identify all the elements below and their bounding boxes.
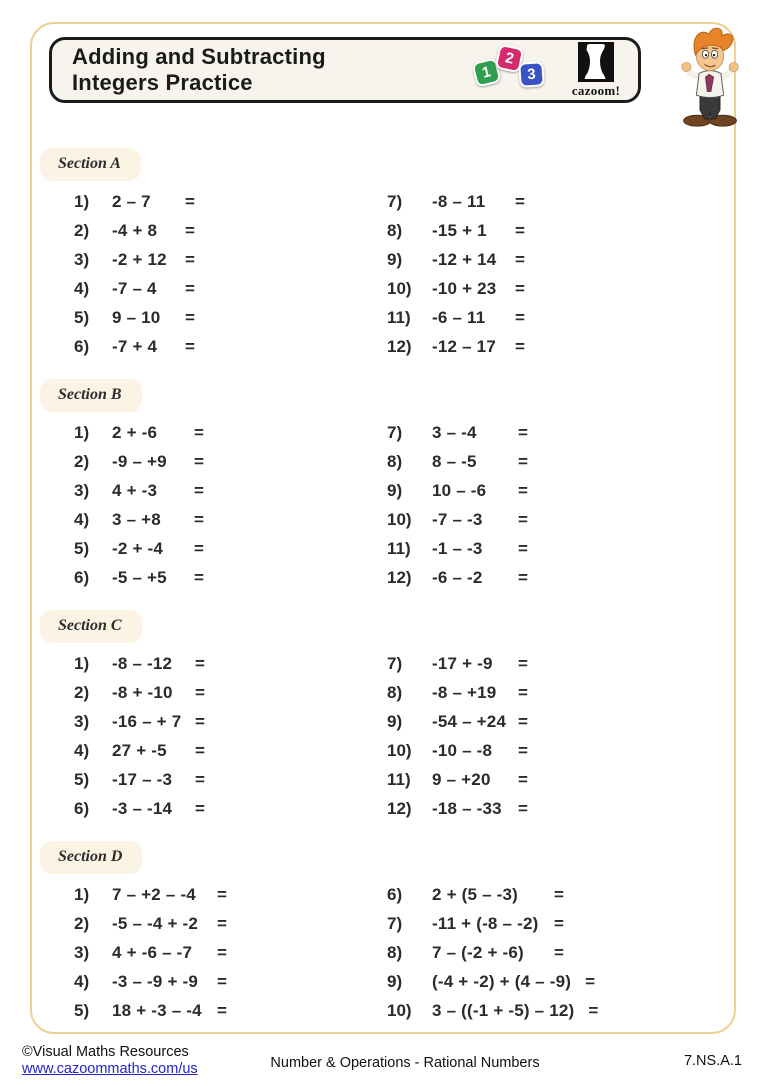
- problem-number: 9): [387, 971, 403, 991]
- answer-blank: [525, 245, 734, 274]
- problem-expression: -3 – -9 + -9: [112, 971, 199, 991]
- answer-blank: [528, 534, 734, 563]
- problem-expression: 9 – +20: [432, 769, 491, 789]
- title-line-2: Integers Practice: [72, 70, 253, 95]
- problem-row: [74, 996, 387, 1025]
- problem-number: 5): [74, 1000, 90, 1020]
- problem-row: [74, 563, 387, 592]
- problem-number: 1): [74, 884, 90, 904]
- answer-blank: [528, 736, 734, 765]
- answer-blank: [528, 447, 734, 476]
- problem-expression: 10 – -6: [432, 480, 487, 500]
- sections-container: [32, 124, 734, 1025]
- footer-attribution: [22, 1044, 198, 1077]
- problem-row: [387, 736, 734, 765]
- equals-sign: =: [518, 451, 528, 471]
- problem-row: [74, 245, 387, 274]
- problem-expression: -2 + -4: [112, 538, 164, 558]
- problem-expression: 27 + -5: [112, 740, 167, 760]
- problem-row: [387, 303, 734, 332]
- answer-blank: [528, 418, 734, 447]
- problem-expression: -6 – -2: [432, 567, 483, 587]
- footer: [0, 1042, 768, 1086]
- equals-sign: =: [554, 942, 564, 962]
- problem-expression: -4 + 8: [112, 220, 158, 240]
- equals-sign: =: [518, 538, 528, 558]
- problem-expression: 7 – +2 – -4: [112, 884, 196, 904]
- problem-row: [387, 476, 734, 505]
- section-label-d: Section D: [40, 841, 142, 874]
- problem-row: [74, 505, 387, 534]
- equals-sign: =: [217, 1000, 227, 1020]
- problem-row: [74, 187, 387, 216]
- problem-row: [387, 563, 734, 592]
- answer-blank: [205, 678, 387, 707]
- problem-number: 9): [387, 711, 403, 731]
- equals-sign: =: [515, 191, 525, 211]
- equals-sign: =: [194, 538, 204, 558]
- problem-row: [387, 649, 734, 678]
- mascot-character: [662, 26, 758, 128]
- problem-number: 1): [74, 191, 90, 211]
- problem-row: [74, 534, 387, 563]
- answer-blank: [525, 274, 734, 303]
- equals-sign: =: [554, 913, 564, 933]
- problem-row: [74, 938, 387, 967]
- problem-expression: -18 – -33: [432, 798, 502, 818]
- equals-sign: =: [185, 249, 195, 269]
- equals-sign: =: [518, 509, 528, 529]
- problem-expression: -9 – +9: [112, 451, 167, 471]
- problem-number: 3): [74, 249, 90, 269]
- problem-expression: -17 – -3: [112, 769, 173, 789]
- number-tile-3-icon: 3: [518, 61, 545, 88]
- equals-sign: =: [518, 711, 528, 731]
- problem-expression: -16 – + 7: [112, 711, 182, 731]
- answer-blank: [528, 649, 734, 678]
- problem-row: [74, 736, 387, 765]
- problem-expression: -11 + (-8 – -2): [432, 913, 539, 933]
- answer-blank: [195, 187, 387, 216]
- answer-blank: [195, 332, 387, 361]
- problem-expression: -2 + 12: [112, 249, 167, 269]
- problem-number: 8): [387, 942, 403, 962]
- equals-sign: =: [194, 567, 204, 587]
- answer-blank: [204, 476, 387, 505]
- problem-number: 3): [74, 942, 90, 962]
- answer-blank: [525, 187, 734, 216]
- section-a: [32, 148, 734, 361]
- problem-row: [74, 909, 387, 938]
- equals-sign: =: [518, 798, 528, 818]
- problem-expression: -7 – -3: [432, 509, 483, 529]
- answer-blank: [595, 967, 734, 996]
- problem-expression: -5 – -4 + -2: [112, 913, 199, 933]
- answer-blank: [205, 765, 387, 794]
- problem-expression: -8 – -12: [112, 653, 173, 673]
- problem-expression: -15 + 1: [432, 220, 487, 240]
- problem-number: 6): [387, 884, 403, 904]
- problem-number: 10): [387, 509, 412, 529]
- answer-blank: [205, 794, 387, 823]
- equals-sign: =: [194, 480, 204, 500]
- problem-number: 4): [74, 740, 90, 760]
- problem-number: 11): [387, 769, 411, 789]
- equals-sign: =: [194, 422, 204, 442]
- equals-sign: =: [554, 884, 564, 904]
- equals-sign: =: [195, 798, 205, 818]
- problem-expression: -10 + 23: [432, 278, 497, 298]
- answer-blank: [204, 534, 387, 563]
- section-d: [32, 841, 734, 1025]
- problem-number: 1): [74, 653, 90, 673]
- problem-row: [74, 447, 387, 476]
- problem-expression: -1 – -3: [432, 538, 483, 558]
- equals-sign: =: [518, 567, 528, 587]
- answer-blank: [227, 996, 387, 1025]
- problem-expression: 2 + (5 – -3): [432, 884, 519, 904]
- problem-expression: -12 – 17: [432, 336, 496, 356]
- answer-blank: [205, 649, 387, 678]
- section-label-c: Section C: [40, 610, 142, 643]
- equals-sign: =: [518, 682, 528, 702]
- problem-number: 2): [74, 682, 90, 702]
- equals-sign: =: [185, 336, 195, 356]
- cazoom-wordmark: cazoom!: [571, 82, 621, 98]
- problem-row: [74, 332, 387, 361]
- equals-sign: =: [515, 220, 525, 240]
- problem-number: 6): [74, 336, 90, 356]
- problem-row: [74, 216, 387, 245]
- title-box: [49, 37, 641, 103]
- problem-expression: -6 – 11: [432, 307, 486, 327]
- problem-expression: -10 – -8: [432, 740, 493, 760]
- section-label-b: Section B: [40, 379, 142, 412]
- equals-sign: =: [585, 971, 596, 991]
- equals-sign: =: [195, 740, 205, 760]
- title-line-1: Adding and Subtracting: [72, 44, 326, 70]
- section-b: [32, 379, 734, 592]
- equals-sign: =: [185, 278, 195, 298]
- answer-blank: [528, 794, 734, 823]
- problem-expression: 3 – ((-1 + -5) – 12): [432, 1000, 575, 1020]
- problem-number: 2): [74, 220, 90, 240]
- problem-number: 11): [387, 538, 411, 558]
- equals-sign: =: [518, 480, 528, 500]
- problem-number: 5): [74, 769, 90, 789]
- answer-blank: [525, 216, 734, 245]
- answer-blank: [204, 505, 387, 534]
- problem-row: [387, 332, 734, 361]
- problem-row: [387, 880, 734, 909]
- problem-number: 4): [74, 971, 90, 991]
- problem-expression: 4 + -6 – -7: [112, 942, 193, 962]
- problem-expression: 8 – -5: [432, 451, 477, 471]
- answer-blank: [204, 563, 387, 592]
- problem-row: [387, 996, 734, 1025]
- problem-number: 2): [74, 451, 90, 471]
- answer-blank: [528, 707, 734, 736]
- answer-blank: [528, 678, 734, 707]
- problem-row: [74, 707, 387, 736]
- answer-blank: [204, 418, 387, 447]
- equals-sign: =: [588, 1000, 599, 1020]
- problem-expression: 2 + -6: [112, 422, 158, 442]
- answer-blank: [195, 245, 387, 274]
- equals-sign: =: [518, 769, 528, 789]
- problem-row: [74, 880, 387, 909]
- problem-row: [387, 505, 734, 534]
- equals-sign: =: [194, 509, 204, 529]
- problem-number: 1): [74, 422, 90, 442]
- problem-row: [387, 765, 734, 794]
- problem-number: 3): [74, 480, 90, 500]
- worksheet-frame: [30, 22, 736, 1034]
- problem-number: 10): [387, 1000, 412, 1020]
- problem-row: [387, 909, 734, 938]
- problem-row: [74, 678, 387, 707]
- number-tile-1-icon: 1: [471, 57, 501, 87]
- problem-row: [74, 649, 387, 678]
- problem-row: [387, 938, 734, 967]
- problem-expression: 9 – 10: [112, 307, 161, 327]
- problem-row: [387, 216, 734, 245]
- footer-topic: Number & Operations - Rational Numbers: [270, 1055, 540, 1071]
- answer-blank: [205, 736, 387, 765]
- problem-number: 8): [387, 220, 403, 240]
- section-label-a: Section A: [40, 148, 141, 181]
- answer-blank: [227, 967, 387, 996]
- answer-blank: [195, 216, 387, 245]
- problem-row: [387, 274, 734, 303]
- answer-blank: [205, 707, 387, 736]
- problem-expression: -3 – -14: [112, 798, 173, 818]
- answer-blank: [564, 880, 734, 909]
- answer-blank: [528, 505, 734, 534]
- answer-blank: [195, 303, 387, 332]
- problem-expression: -7 – 4: [112, 278, 157, 298]
- answer-blank: [195, 274, 387, 303]
- problem-number: 4): [74, 509, 90, 529]
- numbers-123-logo: [474, 44, 548, 96]
- problem-expression: 3 – +8: [112, 509, 161, 529]
- problem-row: [387, 418, 734, 447]
- problem-number: 12): [387, 336, 412, 356]
- problem-number: 2): [74, 913, 90, 933]
- equals-sign: =: [518, 740, 528, 760]
- problem-row: [387, 794, 734, 823]
- problem-number: 3): [74, 711, 90, 731]
- equals-sign: =: [217, 942, 227, 962]
- equals-sign: =: [195, 682, 205, 702]
- answer-blank: [528, 476, 734, 505]
- problem-expression: (-4 + -2) + (4 – -9): [432, 971, 572, 991]
- problem-number: 8): [387, 451, 403, 471]
- problem-expression: -17 + -9: [432, 653, 493, 673]
- problem-number: 5): [74, 538, 90, 558]
- answer-blank: [227, 909, 387, 938]
- problem-row: [74, 967, 387, 996]
- cazoom-logo: [570, 42, 622, 99]
- problem-number: 11): [387, 307, 411, 327]
- answer-blank: [227, 880, 387, 909]
- problem-expression: 2 – 7: [112, 191, 151, 211]
- problem-row: [387, 678, 734, 707]
- equals-sign: =: [195, 653, 205, 673]
- problem-expression: 4 + -3: [112, 480, 158, 500]
- answer-blank: [528, 563, 734, 592]
- problem-row: [74, 476, 387, 505]
- copyright-text: ©Visual Maths Resources: [22, 1044, 189, 1060]
- problem-expression: -8 – 11: [432, 191, 486, 211]
- problem-expression: -8 – +19: [432, 682, 497, 702]
- problem-row: [387, 707, 734, 736]
- problem-expression: -54 – +24: [432, 711, 507, 731]
- problem-row: [74, 303, 387, 332]
- section-c: [32, 610, 734, 823]
- equals-sign: =: [515, 278, 525, 298]
- answer-blank: [204, 447, 387, 476]
- problem-number: 10): [387, 740, 412, 760]
- cazoom-goblet-icon: [578, 42, 614, 82]
- problem-row: [387, 187, 734, 216]
- problem-row: [387, 447, 734, 476]
- problem-number: 12): [387, 798, 412, 818]
- problem-number: 12): [387, 567, 412, 587]
- answer-blank: [598, 996, 734, 1025]
- problem-expression: -7 + 4: [112, 336, 158, 356]
- problem-number: 6): [74, 567, 90, 587]
- equals-sign: =: [195, 711, 205, 731]
- problem-number: 7): [387, 913, 403, 933]
- problem-expression: 18 + -3 – -4: [112, 1000, 202, 1020]
- answer-blank: [227, 938, 387, 967]
- problem-row: [387, 967, 734, 996]
- problem-expression: -5 – +5: [112, 567, 167, 587]
- problem-number: 7): [387, 653, 403, 673]
- problem-row: [74, 765, 387, 794]
- answer-blank: [528, 765, 734, 794]
- standard-code: 7.NS.A.1: [683, 1053, 742, 1069]
- problem-expression: -8 + -10: [112, 682, 173, 702]
- equals-sign: =: [518, 653, 528, 673]
- problem-number: 7): [387, 422, 403, 442]
- problem-row: [387, 245, 734, 274]
- problem-row: [74, 794, 387, 823]
- problem-number: 10): [387, 278, 412, 298]
- equals-sign: =: [515, 307, 525, 327]
- equals-sign: =: [518, 422, 528, 442]
- problem-row: [74, 274, 387, 303]
- number-tile-2-icon: 2: [495, 44, 525, 74]
- problem-number: 4): [74, 278, 90, 298]
- problem-number: 6): [74, 798, 90, 818]
- equals-sign: =: [185, 220, 195, 240]
- answer-blank: [525, 303, 734, 332]
- problem-number: 9): [387, 480, 403, 500]
- equals-sign: =: [217, 913, 227, 933]
- problem-number: 9): [387, 249, 403, 269]
- equals-sign: =: [195, 769, 205, 789]
- equals-sign: =: [185, 307, 195, 327]
- cazoom-url-link[interactable]: www.cazoommaths.com/us: [22, 1060, 198, 1077]
- equals-sign: =: [515, 336, 525, 356]
- problem-expression: -12 + 14: [432, 249, 497, 269]
- equals-sign: =: [217, 971, 227, 991]
- equals-sign: =: [185, 191, 195, 211]
- equals-sign: =: [194, 451, 204, 471]
- problem-number: 8): [387, 682, 403, 702]
- equals-sign: =: [217, 884, 227, 904]
- answer-blank: [564, 909, 734, 938]
- problem-number: 5): [74, 307, 90, 327]
- problem-expression: 7 – (-2 + -6): [432, 942, 524, 962]
- page-title: [72, 44, 474, 96]
- problem-row: [387, 534, 734, 563]
- equals-sign: =: [515, 249, 525, 269]
- problem-number: 7): [387, 191, 403, 211]
- answer-blank: [564, 938, 734, 967]
- answer-blank: [525, 332, 734, 361]
- problem-expression: 3 – -4: [432, 422, 477, 442]
- problem-row: [74, 418, 387, 447]
